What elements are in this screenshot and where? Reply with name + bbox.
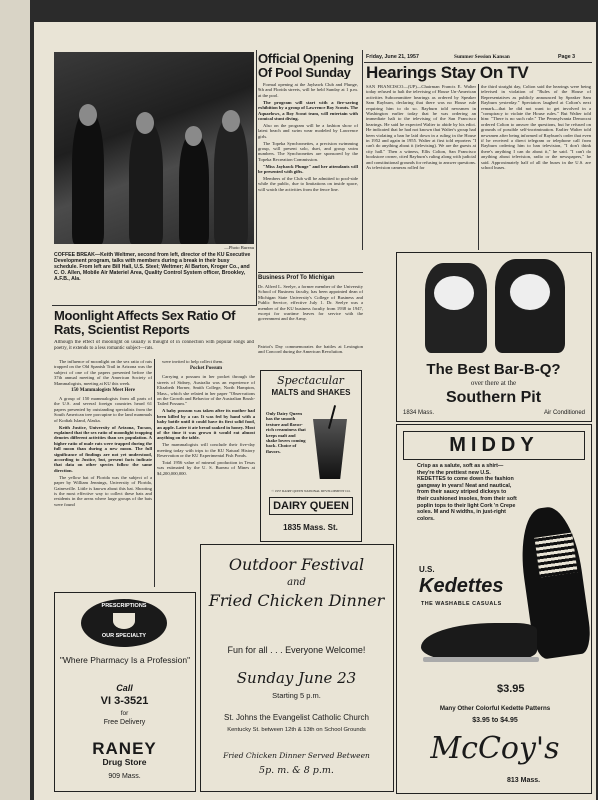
kedette-sub: THE WASHABLE CASUALS: [421, 601, 502, 607]
dq-address: 1835 Mass. St.: [283, 523, 338, 532]
pit-feature: Air Conditioned: [543, 410, 585, 416]
hearings-col2: the third straight day, Colton said the hearings were being televised in violation of "Rules of the House of Representatives as publicly announced by Speaker Sam Rayburn yesterday." Spectators laughed at Colton's next remark—that he did not want to get involved in a "conspiracy to violate the House rules." But Walter told him: "There is no such rule." The Pennsylvania Democrat ordered Colton to answer the questions, but he refused on grounds of possible self-incrimination. Earlier Walter told newsmen after being informed of Rayburn's order that even if he received a direct telegram or telephone call from Rayburn ordering him to ban television, "I don't think there's anything I can do about it," he said. "I can't do anything about television, radio or the newspapers," he said. Approximately half of all the buses in the U.S. are school buses.: [481, 84, 591, 171]
masthead-date: Friday, June 21, 1957: [366, 54, 419, 60]
dq-small: © 1957 DAIRY QUEEN NATIONAL DEVELOPMENT CO.: [271, 489, 351, 493]
festival-church: St. Johns the Evangelist Catholic Church: [224, 713, 369, 722]
hearings-headline: Hearings Stay On TV: [366, 64, 529, 82]
coffee-break-photo: [54, 52, 254, 244]
kedette-prefix: U.S.: [419, 565, 435, 574]
festival-day: Sunday June 23: [236, 669, 357, 687]
raney-phone: VI 3-3521: [100, 695, 149, 707]
adjacent-page-edge: [0, 0, 30, 800]
business-headline: Business Prof To Michigan: [258, 275, 335, 281]
festival-line2: Fried Chicken Dinner: [208, 591, 385, 610]
face-1: [433, 275, 475, 311]
badge-bottom: OUR SPECIALTY: [101, 633, 147, 639]
kedette-price: $3.95: [497, 683, 525, 695]
shoe-sole: [423, 657, 539, 662]
pit-address: 1834 Mass.: [403, 410, 435, 416]
kedette-shoe-stripes: [534, 533, 577, 578]
pool-headline: Official Opening Of Pool Sunday: [258, 52, 354, 79]
mortar-pestle-icon: [113, 613, 135, 629]
newspaper-page: [34, 22, 596, 800]
pool-article: Formal opening at the Jayhawk Club and Plunge, 9th and Florida streets, will be held Sunday at 1 p.m. at the pool. The program will start with a fire-saving exhibition by a group of Lawrence Boy Scouts. The Aquaelows, a Boy Scout team, will entertain with comical stunt diving. Also on the program will be a fashion show of latest beach and swim wear modeled by Lawrence girls. The Topeka Synchronettes, a precision swimming group, will present solo, duet, and group swim numbers. The Synchronettes are sponsored by the Topeka Recreation Commission. "Miss Jayhawk Plunge" and her attendants will be presented with gifts. Members of the Club will be admitted to pool-side while the public, due to limitations on inside space, will watch the activities from the fence line.: [258, 82, 358, 192]
kedette-more: Many Other Colorful Kedette Patterns: [439, 705, 551, 712]
moonlight-col1: The influence of moonlight on the sex ratio of rats trapped on the Old Spanish Trail in Arizona was the subject of one of the papers presented before the 37th annual meeting of the American Society of Mammalogists, meeting at KU this week. 150 Mammalogists Meet Here A group of 150 mammalogists from all parts of the U.S. and several foreign countries heard 61 papers presented by outstanding specialists from the South American tree porcupine to the land mammals of Kodiak Island, Alaska. Keith Justice, University of Arizona, Tucson, explained that the sex ratio of moonlight trapping denotes different activities than sex population. A higher ratio of male rats were trapped during the full moon than during a new moon. The full significance of findings are not yet understood, according to Justice, but, present facts indicate that data on other species follow the same direction. The yellow bat of Florida was the subject of a paper by William Jennings, University of Florida, Gainesville. Little is known about this bat. Shooting is the most effective way to collect these bats and residents in the areas where large groups of the bats were found: [54, 359, 152, 507]
pit-sub: over there at the: [470, 379, 517, 387]
mccoy-copy: Crisp as a salute, soft as a shirt—they're the prettiest new U.S. KEDETTES to come down the fashion gangway in years! Neat and nautical, from their saucy striped dickeys to their cushioned insoles, from their soft poplin tops to their light Cork 'n Crepe soles. M and N widths, in just-right colors.: [417, 463, 517, 522]
raney-drug-ad: [54, 592, 196, 792]
raney-call: Call: [116, 683, 133, 693]
festival-line1: Outdoor Festival: [228, 555, 365, 574]
badge-top: PRESCRIPTIONS: [101, 603, 147, 609]
raney-address: 909 Mass.: [108, 773, 141, 780]
masthead-page: Page 3: [558, 54, 576, 60]
raney-store: Drug Store: [102, 757, 147, 767]
raney-for: for: [120, 710, 129, 717]
festival-and: and: [287, 577, 306, 588]
raney-delivery: Free Delivery: [103, 719, 146, 726]
moonlight-col2: were invited to help collect them. Pocket Possum Carrying a possum in her pocket through the streets of Sidney, Australia was an experience of Elizabeth Horner, Smith College, North Hampton, Mass., which she related in her paper "Observations on the Growth and Behavior of the Australian Brush-Tailed Possum." A baby possum was taken after its mother had been killed by a car. It was fed by hand with a baby bottle until it could have its first solid food, an apple. Later it ate bread soaked in honey. Most of the time it was grown it would eat almost anything on the table. The mammalogists will conclude their five-day meeting today with trips to the KU Natural History Reservation or the KU Experimental Fish Ponds. Total 1956 value of mineral production in Texas was estimated by the U. S. Bureau of Mines at $4,200,000,000.: [157, 359, 255, 476]
photo-caption: [54, 252, 254, 302]
business-article: Dr. Alfred L. Seelye, a former member of the University School of Business faculty, has been appointed dean of Michigan State University's College of Business and Public Service, effective July 1. Dr. Seelye was a member of the KU business faculty from 1938 to 1947, except for wartime leaves for service with the government and the Army.: [258, 284, 363, 322]
dairy-queen-ad: [260, 370, 362, 542]
dq-spectacular: Spectacular: [277, 374, 344, 387]
caption-text: Keith Weltmer, second from left, director of the KU Executive Development program, talks with members during a break in their busy schedule. From left are Bill Hall, U.S. Steel; Weltmer; Al Barton, Kroger Co., and C. O. Allen, Mobile Air Materiel Area, Quality Control System officer, Brookley, A.F.B., Ala.: [54, 252, 251, 282]
kedette-shoe-side: [421, 623, 537, 661]
caption-lead: COFFEE BREAK—: [54, 252, 101, 258]
mccoy-address: 813 Mass.: [507, 777, 541, 784]
moonlight-headline: Moonlight Affects Sex Ratio Of Rats, Scientist Reports: [54, 309, 236, 337]
kedette-brand: Kedettes: [419, 575, 504, 597]
photo-credit: —Photo Bureau: [224, 245, 254, 250]
raney-slogan: "Where Pharmacy Is a Profession": [59, 655, 191, 665]
patriots-day-note: Patriot's Day commemorates the battles at Lexington and Concord during the American Revolution.: [258, 344, 363, 355]
middy-banner: MIDDY: [403, 431, 585, 460]
festival-time: Starting 5 p.m.: [272, 691, 321, 700]
dq-malts: MALTS and SHAKES: [271, 388, 351, 397]
pit-headline: The Best Bar-B-Q?: [426, 361, 561, 378]
masthead-paper: Summer Session Kansan: [454, 54, 510, 60]
mccoys-ad: [396, 424, 592, 794]
festival-hours: 5p. m. & 8 p.m.: [259, 765, 334, 776]
kedette-range: $3.95 to $4.95: [472, 717, 518, 724]
dq-brand: DAIRY QUEEN: [269, 497, 353, 515]
southern-pit-ad: [396, 252, 592, 422]
face-2: [509, 273, 551, 311]
festival-fun: Fun for all . . . Everyone Welcome!: [227, 645, 366, 655]
festival-location: Kentucky St. between 12th & 13th on School Grounds: [227, 727, 366, 733]
moonlight-lead: Although the effect of moonlight on usually is thought of in connection with popular songs and poetry, it extends to a less romantic subject—rats.: [54, 340, 254, 351]
festival-ad: [200, 544, 394, 792]
pit-name: Southern Pit: [445, 389, 542, 406]
hearings-col1: SAN FRANCISCO—(UP)—Chairman Francis E. Walter today refused to halt the televising of House Un-American activities Subcommittee hearings as ordered by Speaker Sam Rayburn, declaring that there was no House rule requiring him to do so. Rayburn told newsmen in Washington earlier today that he was ordering an immediate halt to the televising of the San Francisco hearings. He said he expected Walter to abide by his edict. He indicated that he had not known that Walter's group had been violating a ban he laid down in a ruling in the House in 1952 and again in 1955. Walter at first told reporters "I can't do anything about it (televising). We are the guests at city hall." Then a witness, Ellis Colton, San Francisco bookstore owner, cited Rayburn's ruling along with judicial and constitutional grounds for refusing to answer questions. As television cameras rolled for: [366, 84, 476, 171]
raney-name: RANEY: [92, 739, 157, 758]
dq-body: Only Dairy Queen has the smooth texture and flavor-rich creaminess that keeps malt and shake lovers coming back. Choice of flavors.: [266, 411, 306, 454]
mccoy-store: McCoy's: [430, 731, 560, 766]
festival-served: Fried Chicken Dinner Served Between: [223, 751, 370, 760]
